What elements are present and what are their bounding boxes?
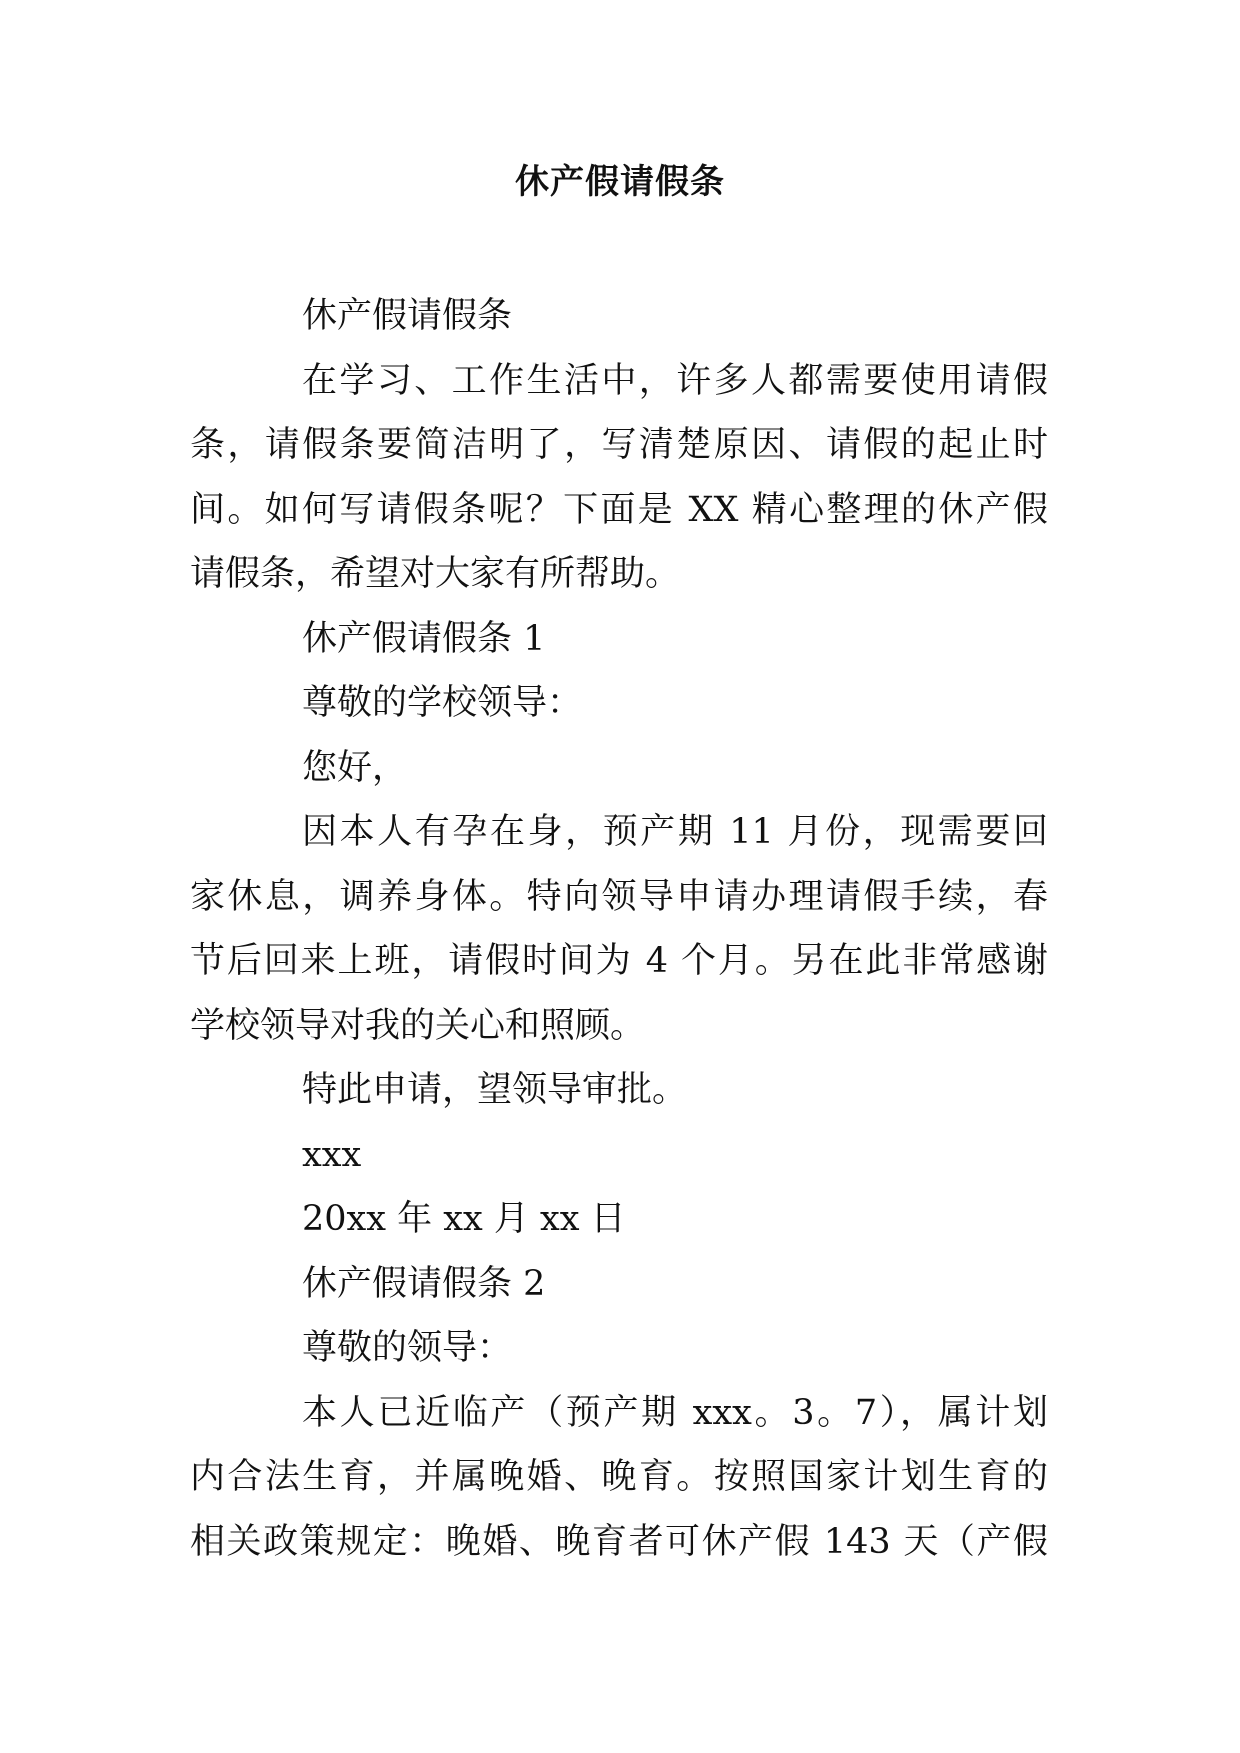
text-line: 本人已近临产（预产期 xxx。3。7），属计划: [302, 1392, 1048, 1433]
text-line: 内合法生育，并属晚婚、晚育。按照国家计划生育的: [190, 1457, 1048, 1497]
policy-paragraph: [190, 1381, 1048, 1575]
heading-paragraph: [190, 284, 1048, 349]
date-paragraph: [190, 1187, 1048, 1252]
text-line: 相关政策规定：晚婚、晚育者可休产假 143 天（产假: [190, 1521, 1048, 1562]
text-line: 节后回来上班，请假时间为 4 个月。另在此非常感谢: [190, 941, 1048, 981]
text-line: xxx: [302, 1134, 362, 1175]
salutation-paragraph-2: [190, 1316, 1048, 1381]
text-line: 特此申请，望领导审批。: [302, 1070, 688, 1110]
salutation-paragraph: [190, 671, 1048, 736]
document-title: 休产假请假条: [515, 162, 725, 202]
sample-1-heading: [190, 607, 1048, 672]
text-line: 学校领导对我的关心和照顾。: [190, 1005, 646, 1046]
request-paragraph: [190, 800, 1048, 1058]
text-line: 20xx 年 xx 月 xx 日: [302, 1199, 626, 1239]
greeting-paragraph: [190, 736, 1048, 801]
document-body: [190, 284, 1048, 1574]
text-line: 请假条，希望对大家有所帮助。: [190, 554, 681, 594]
text-line: 家休息，调养身体。特向领导申请办理请假手续，春: [190, 876, 1048, 917]
text-line: 休产假请假条 1: [302, 618, 546, 659]
text-line: 休产假请假条: [302, 296, 513, 336]
closing-paragraph: [190, 1058, 1048, 1123]
text-line: 尊敬的学校领导：: [302, 683, 583, 723]
signature-paragraph: [190, 1123, 1048, 1188]
text-line: 休产假请假条 2: [302, 1263, 546, 1304]
text-line: 间。如何写请假条呢？下面是 XX 精心整理的休产假: [190, 489, 1048, 530]
text-line: 条，请假条要简洁明了，写清楚原因、请假的起止时: [190, 425, 1048, 465]
text-line: 在学习、工作生活中，许多人都需要使用请假: [302, 360, 1048, 401]
intro-paragraph: [190, 349, 1048, 607]
text-line: 因本人有孕在身，预产期 11 月份，现需要回: [302, 812, 1048, 852]
text-line: 尊敬的领导：: [302, 1328, 513, 1368]
text-line: 您好，: [302, 747, 408, 788]
sample-2-heading: [190, 1252, 1048, 1317]
